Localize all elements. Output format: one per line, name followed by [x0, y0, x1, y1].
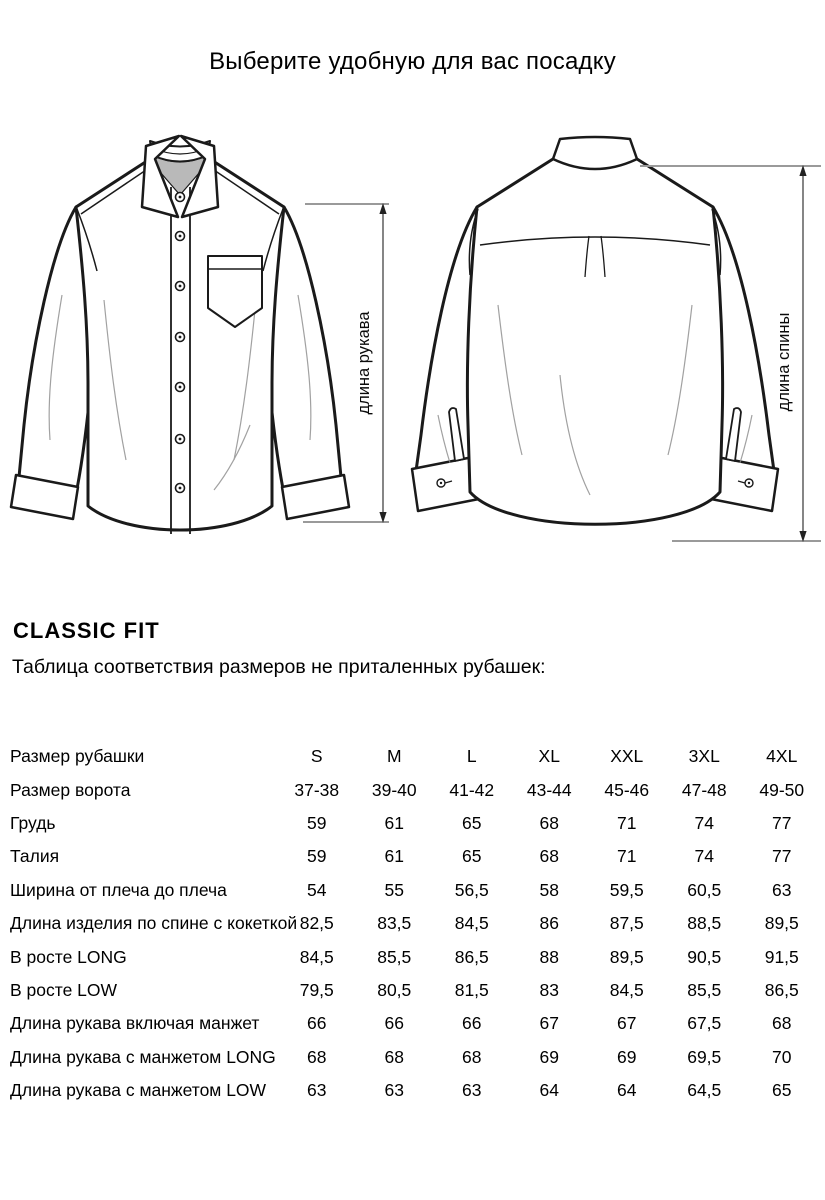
- button: [176, 333, 185, 342]
- size-value: 61: [384, 812, 404, 833]
- button: [176, 435, 185, 444]
- size-value: 87,5: [609, 913, 644, 934]
- size-value: 65: [462, 846, 482, 867]
- button: [176, 232, 185, 241]
- page-title: Выберите удобную для вас посадку: [209, 48, 616, 75]
- size-value: L: [466, 746, 477, 767]
- fit-heading: CLASSIC FIT: [13, 618, 160, 643]
- shirt-size-diagram: [0, 125, 825, 595]
- size-value: 60,5: [687, 879, 722, 900]
- table-row: [10, 1007, 821, 1040]
- size-value: 54: [307, 879, 327, 900]
- sleeve-length-label: длина рукава: [355, 311, 373, 415]
- table-row: [10, 807, 821, 840]
- size-value: 88: [539, 946, 559, 967]
- size-value: 77: [772, 812, 792, 833]
- back-collar-stand: [553, 137, 637, 169]
- size-value: 41-42: [449, 779, 495, 800]
- row-label: Ширина от плеча до плеча: [10, 879, 227, 900]
- size-value: 59: [307, 846, 327, 867]
- size-value: 43-44: [526, 779, 572, 800]
- size-value: 86,5: [454, 946, 489, 967]
- row-label: Длина рукава с манжетом LOW: [10, 1080, 267, 1101]
- size-value: 3XL: [688, 746, 720, 767]
- size-value: 64,5: [687, 1080, 722, 1101]
- size-table: [10, 740, 821, 1107]
- size-value: 68: [307, 1046, 327, 1067]
- size-value: 71: [617, 812, 637, 833]
- row-label: Талия: [10, 846, 60, 867]
- size-value: 74: [694, 812, 714, 833]
- size-value: 64: [617, 1080, 637, 1101]
- size-value: 68: [384, 1046, 404, 1067]
- size-value: 89,5: [609, 946, 644, 967]
- size-value: 67: [539, 1013, 559, 1034]
- size-value: 82,5: [299, 913, 334, 934]
- table-row: [10, 940, 821, 973]
- row-label: Размер рубашки: [10, 746, 145, 767]
- size-value: 89,5: [764, 913, 799, 934]
- size-value: 47-48: [681, 779, 727, 800]
- size-value: 74: [694, 846, 714, 867]
- size-value: 64: [539, 1080, 559, 1101]
- row-label: Длина рукава с манжетом LONG: [10, 1046, 276, 1067]
- size-value: 63: [307, 1080, 327, 1101]
- shirt-back-drawing: [412, 137, 778, 524]
- size-value: 66: [384, 1013, 404, 1034]
- size-value: 84,5: [299, 946, 334, 967]
- size-value: 83: [539, 979, 559, 1000]
- size-value: 85,5: [377, 946, 412, 967]
- size-value: 61: [384, 846, 404, 867]
- size-value: 68: [539, 846, 559, 867]
- row-label: Длина рукава включая манжет: [10, 1013, 260, 1034]
- size-value: 88,5: [687, 913, 722, 934]
- row-label: В росте LONG: [10, 946, 127, 967]
- size-value: 84,5: [454, 913, 489, 934]
- back-body: [467, 159, 722, 524]
- size-value: 69: [539, 1046, 559, 1067]
- shirt-front-drawing: [11, 136, 349, 534]
- table-row: [10, 840, 821, 873]
- size-value: XXL: [610, 746, 644, 767]
- size-value: 63: [462, 1080, 482, 1101]
- size-value: 84,5: [609, 979, 644, 1000]
- back-length-label: длина спины: [775, 312, 793, 412]
- size-value: M: [386, 746, 402, 767]
- size-value: 70: [772, 1046, 792, 1067]
- size-value: 85,5: [687, 979, 722, 1000]
- size-value: 45-46: [604, 779, 650, 800]
- size-value: 63: [772, 879, 792, 900]
- row-label: Длина изделия по спине с кокеткой: [10, 913, 298, 934]
- size-value: 66: [462, 1013, 482, 1034]
- size-value: 68: [772, 1013, 792, 1034]
- table-row: [10, 740, 821, 773]
- size-value: 83,5: [377, 913, 412, 934]
- table-row: [10, 874, 821, 907]
- size-value: 66: [307, 1013, 327, 1034]
- size-value: 56,5: [454, 879, 489, 900]
- size-value: 59,5: [609, 879, 644, 900]
- button: [176, 383, 185, 392]
- size-value: 69: [617, 1046, 637, 1067]
- size-value: XL: [538, 746, 560, 767]
- table-row: [10, 1041, 821, 1074]
- row-label: В росте LOW: [10, 979, 118, 1000]
- button: [176, 193, 185, 202]
- size-value: 67: [617, 1013, 637, 1034]
- size-value: 65: [772, 1080, 792, 1101]
- size-value: 79,5: [299, 979, 334, 1000]
- size-value: 65: [462, 812, 482, 833]
- size-value: 49-50: [759, 779, 805, 800]
- size-value: 77: [772, 846, 792, 867]
- row-label: Грудь: [10, 812, 56, 833]
- size-value: 55: [384, 879, 404, 900]
- size-value: 58: [539, 879, 559, 900]
- size-value: S: [310, 746, 323, 767]
- fit-subtitle: Таблица соответствия размеров не приталенных рубашек:: [12, 656, 546, 678]
- table-row: [10, 974, 821, 1007]
- size-value: 59: [307, 812, 327, 833]
- size-value: 39-40: [371, 779, 417, 800]
- size-value: 86: [539, 913, 559, 934]
- button: [176, 282, 185, 291]
- table-row: [10, 773, 821, 806]
- table-row: [10, 1074, 821, 1107]
- size-value: 68: [539, 812, 559, 833]
- size-value: 69,5: [687, 1046, 722, 1067]
- size-value: 37-38: [294, 779, 340, 800]
- button: [176, 484, 185, 493]
- size-value: 80,5: [377, 979, 412, 1000]
- size-value: 4XL: [766, 746, 798, 767]
- size-value: 81,5: [454, 979, 489, 1000]
- size-value: 63: [384, 1080, 404, 1101]
- size-value: 90,5: [687, 946, 722, 967]
- size-value: 86,5: [764, 979, 799, 1000]
- size-value: 91,5: [764, 946, 799, 967]
- size-value: 71: [617, 846, 637, 867]
- front-body: [76, 161, 284, 530]
- table-row: [10, 907, 821, 940]
- size-value: 67,5: [687, 1013, 722, 1034]
- size-value: 68: [462, 1046, 482, 1067]
- row-label: Размер ворота: [10, 779, 131, 800]
